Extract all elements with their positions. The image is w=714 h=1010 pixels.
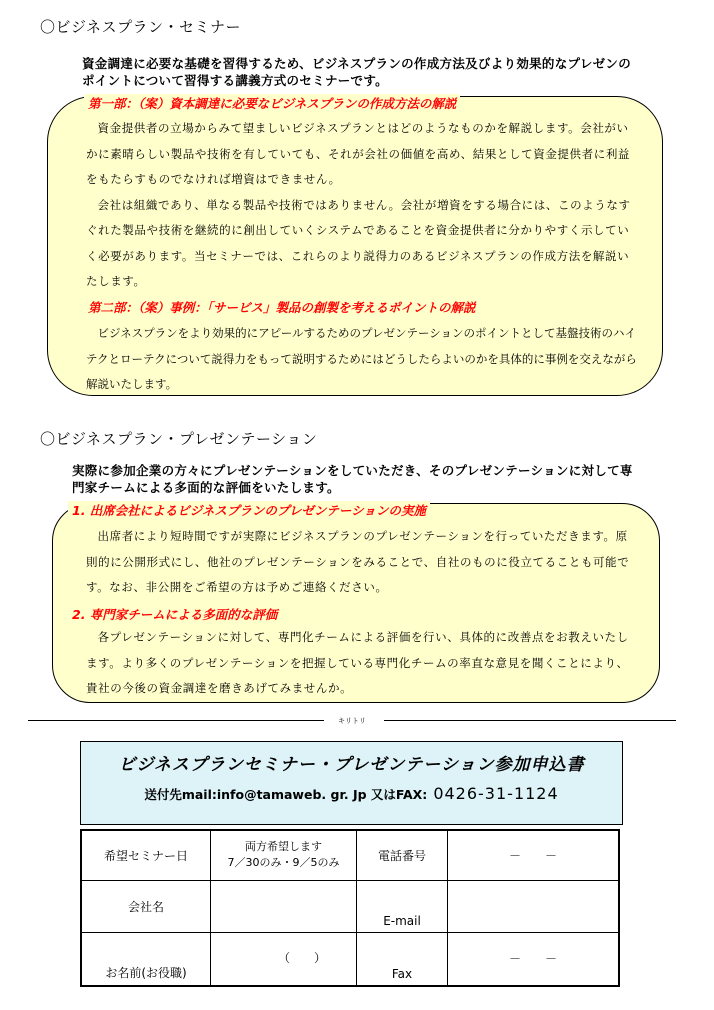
- form-title-box: [80, 741, 623, 825]
- seminar-intro: 資金調達に必要な基礎を習得するため、ビジネスプランの作成方法及びより効果的なプレゼンのポイントについて習得する講義方式のセミナーです。: [82, 56, 632, 88]
- item1-paragraph: 出席者により短時間ですが実際にビジネスプランのプレゼンテーションを行っていただきます。原則的に公開形式にし、他社のプレゼンテーションをみることで、自社のものに役立てることも可能です。なお、非公開をご希望の方は予めご連絡ください。: [86, 529, 630, 594]
- label-name-title: お名前(お役職): [81, 932, 211, 986]
- part2-title: 第二部：（案）事例：「サービス」製品の創製を考えるポイントの解説: [88, 300, 476, 315]
- company-field[interactable]: [211, 880, 357, 932]
- part1-paragraph: 資金提供者の立場からみて望ましいビジネスプランとはどのようなものかを解説します。会社がいかに素晴らしい製品や技術を有していても、それが会社の価値を高め、結果として資金提供者に利益をもたらすものでなければ増資はできません。: [86, 121, 631, 186]
- label-fax: Fax: [357, 932, 448, 986]
- table-row: [81, 932, 619, 986]
- cut-line-left: [28, 720, 324, 721]
- seminar-date-option-single: 7／30のみ・9／5のみ: [227, 856, 340, 870]
- table-row: [81, 880, 619, 932]
- item2-body: [86, 625, 636, 702]
- form-contact: [81, 784, 622, 803]
- item2-paragraph: 各プレゼンテーションに対して、専門化チームによる評価を行い、具体的に改善点をお教えいたします。より多くのプレゼンテーションを把握している専門化チームの率直な意見を聞くことにより、貴社の今後の資金調達を磨きあげてみませんか。: [86, 630, 629, 695]
- email-field[interactable]: [448, 880, 620, 932]
- seminar-date-option-both: 両方希望します: [245, 840, 322, 854]
- form-title: ビジネスプランセミナー・プレゼンテーション参加申込書: [118, 755, 585, 775]
- presentation-heading: 〇ビジネスプラン・プレゼンテーション: [40, 430, 318, 448]
- part2-body: [86, 321, 646, 398]
- label-phone: 電話番号: [357, 830, 448, 880]
- item1-body: [86, 524, 636, 601]
- fax-field[interactable]: － －: [448, 932, 620, 986]
- phone-field[interactable]: － －: [448, 830, 620, 880]
- part1-paragraph: 会社は組織であり、単なる製品や技術ではありません。会社が増資をする場合には、このようなすぐれた製品や技術を継続的に創出していくシステムであることを資金提供者に分かりやすく示していく必要があります。当セミナーでは、これらのより説得力のあるビジネスプランの作成方法を解説いたします。: [86, 197, 631, 288]
- name-field[interactable]: （ ）: [211, 932, 357, 986]
- form-contact-label: 送付先mail:info@tamaweb. gr. Jp 又はFAX:: [144, 787, 428, 802]
- presentation-intro: 実際に参加企業の方々にプレゼンテーションをしていただき、そのプレゼンテーションに対して専門家チームによる多面的な評価をいたします。: [72, 463, 633, 495]
- seminar-date-choice[interactable]: [211, 830, 357, 880]
- label-email: E-mail: [357, 880, 448, 932]
- application-table: [80, 829, 620, 987]
- cut-label: キリトリ: [338, 717, 366, 725]
- part2-paragraph: ビジネスプランをより効果的にアピールするためのプレゼンテーションのポイントとして基盤技術のハイテクとローテクについて説得力をもって説明するためにはどうしたらよいのかを具体的に事例を交えながら解説いたします。: [86, 326, 637, 391]
- label-seminar-date: 希望セミナー日: [81, 830, 211, 880]
- label-company: 会社名: [81, 880, 211, 932]
- item1-title: 1. 出席会社によるビジネスプランのプレゼンテーションの実施: [68, 501, 430, 519]
- part1-body: [86, 116, 636, 295]
- part1-title: 第一部：（案）資本調達に必要なビジネスプランの作成方法の解説: [84, 94, 460, 112]
- item2-title: 2. 専門家チームによる多面的な評価: [72, 607, 278, 622]
- table-row: [81, 830, 619, 880]
- cut-line-right: [384, 720, 676, 721]
- seminar-heading: 〇ビジネスプラン・セミナー: [40, 18, 242, 36]
- form-fax-number: 0426-31-1124: [433, 784, 559, 803]
